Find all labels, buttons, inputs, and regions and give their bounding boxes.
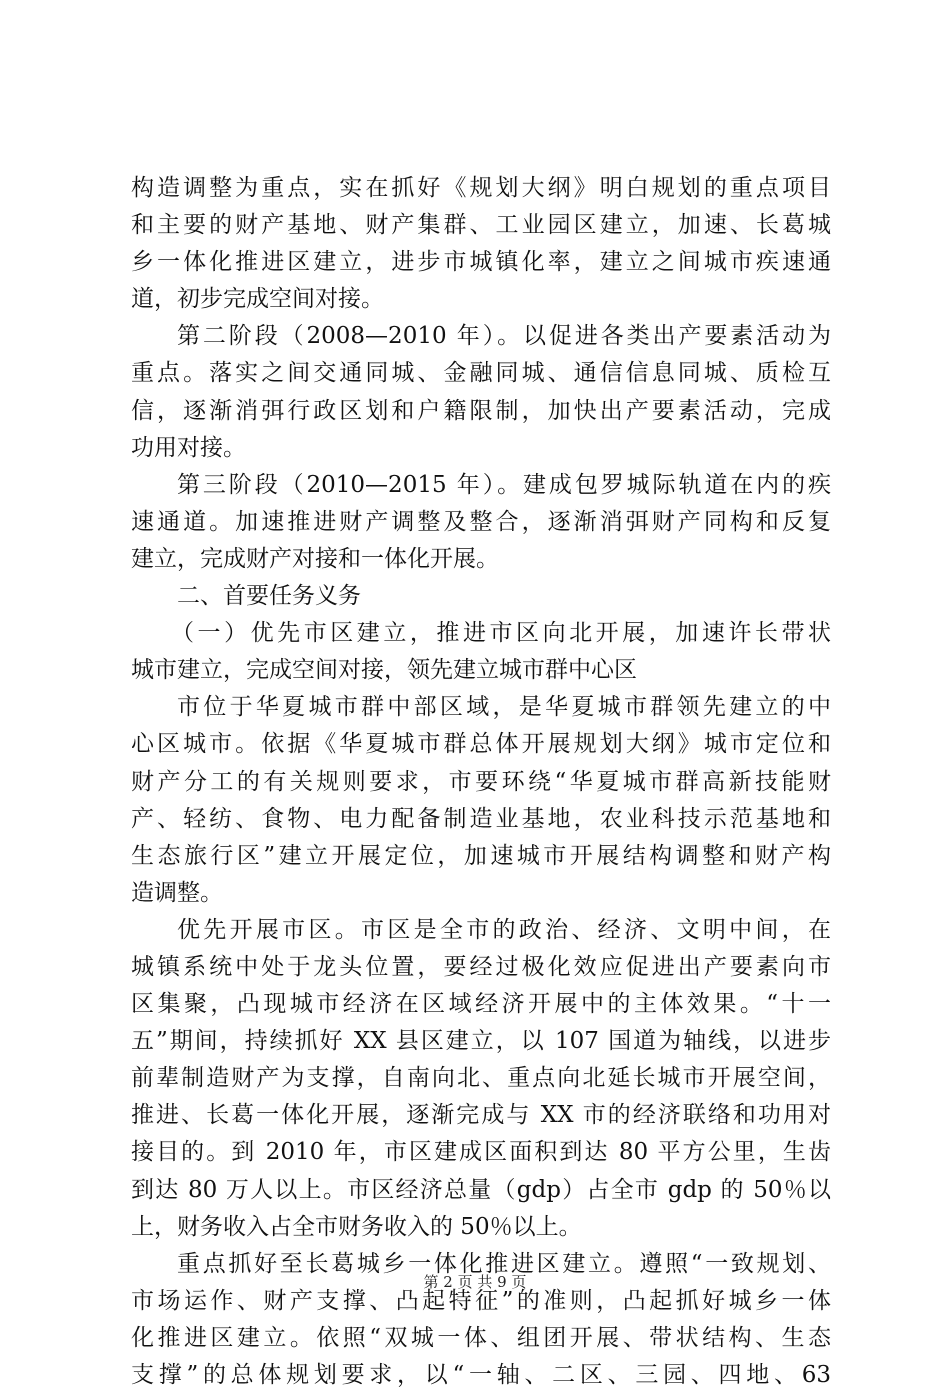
text-line: 财产分工的有关规则要求，市要环绕“华夏城市群高新技能财: [131, 768, 831, 795]
text-line: 速通道。加速推进财产调整及整合，逐渐消弭财产同构和反复: [131, 508, 831, 535]
text-line: 第二阶段（2008—2010 年）。以促进各类出产要素活动为: [177, 323, 831, 350]
text-line: 五”期间，持续抓好 XX 县区建立，以 107 国道为轴线，以进步: [131, 1028, 831, 1055]
text-line: 和主要的财产基地、财产集群、工业园区建立，加速、长葛城: [131, 212, 831, 239]
page-body: [131, 170, 831, 1394]
text-line: 城市建立，完成空间对接，领先建立城市群中心区: [131, 657, 637, 684]
paragraph-p3: [131, 467, 831, 578]
text-line: 化推进区建立。依照“双城一体、组团开展、带状结构、生态: [131, 1324, 831, 1351]
text-line: 道，初步完成空间对接。: [131, 286, 384, 313]
paragraph-p1: [131, 170, 831, 318]
text-line: 接目的。到 2010 年，市区建成区面积到达 80 平方公里，生齿: [131, 1139, 831, 1166]
paragraph-p4: [131, 578, 831, 615]
text-line: 心区城市。依据《华夏城市群总体开展规划大纲》城市定位和: [131, 731, 831, 758]
text-line: 乡一体化推进区建立，进步市城镇化率，建立之间城市疾速通: [131, 249, 831, 276]
paragraph-p6: [131, 689, 831, 912]
text-line: 推进、长葛一体化开展，逐渐完成与 XX 市的经济联络和功用对: [131, 1102, 831, 1129]
text-line: 构造调整为重点，实在抓好《规划大纲》明白规划的重点项目: [131, 175, 831, 201]
text-line: 区集聚，凸现城市经济在区域经济开展中的主体效果。“十一: [131, 991, 831, 1018]
paragraph-p8: [131, 1246, 831, 1394]
text-line: 信，逐渐消弭行政区划和户籍限制，加快出产要素活动，完成: [131, 397, 831, 424]
text-line: 城镇系统中处于龙头位置，要经过极化效应促进出产要素向市: [131, 953, 831, 980]
paragraph-p7: [131, 912, 831, 1246]
text-line: 前辈制造财产为支撑，自南向北、重点向北延长城市开展空间，: [131, 1065, 831, 1092]
text-line: 重点。落实之间交通同城、金融同城、通信信息同城、质检互: [131, 360, 831, 387]
text-line: 第三阶段（2010—2015 年）。建成包罗城际轨道在内的疾: [177, 471, 831, 498]
text-line: 市位于华夏城市群中部区域，是华夏城市群领先建立的中: [177, 694, 831, 721]
text-line: 功用对接。: [131, 434, 246, 461]
text-line: 上，财务收入占全市财务收入的 50％以上。: [131, 1213, 582, 1240]
text-line: 造调整。: [131, 879, 223, 906]
paragraph-p2: [131, 318, 831, 466]
text-line: 支撑”的总体规划要求，以“一轴、二区、三园、四地、63: [131, 1362, 831, 1388]
text-line: 重点抓好至长葛城乡一体化推进区建立。遵照“一致规划、: [177, 1250, 831, 1277]
text-line: 市场运作、财产支撑、凸起特征”的准则，凸起抓好城乡一体: [131, 1287, 831, 1314]
text-line: 到达 80 万人以上。市区经济总量（gdp）占全市 gdp 的 50％以: [131, 1176, 831, 1203]
text-line: 生态旅行区”建立开展定位，加速城市开展结构调整和财产构: [131, 842, 831, 869]
page-footer: 第 2 页 共 9 页: [423, 1273, 527, 1291]
paragraph-p5: [131, 615, 831, 689]
text-line: 产、轻纺、食物、电力配备制造业基地，农业科技示范基地和: [131, 805, 831, 832]
text-line: 建立，完成财产对接和一体化开展。: [131, 545, 499, 572]
text-line: 二、首要任务义务: [177, 583, 361, 610]
text-line: （一）优先市区建立，推进市区向北开展，加速许长带状: [171, 620, 831, 647]
text-line: 优先开展市区。市区是全市的政治、经济、文明中间，在: [177, 916, 831, 943]
